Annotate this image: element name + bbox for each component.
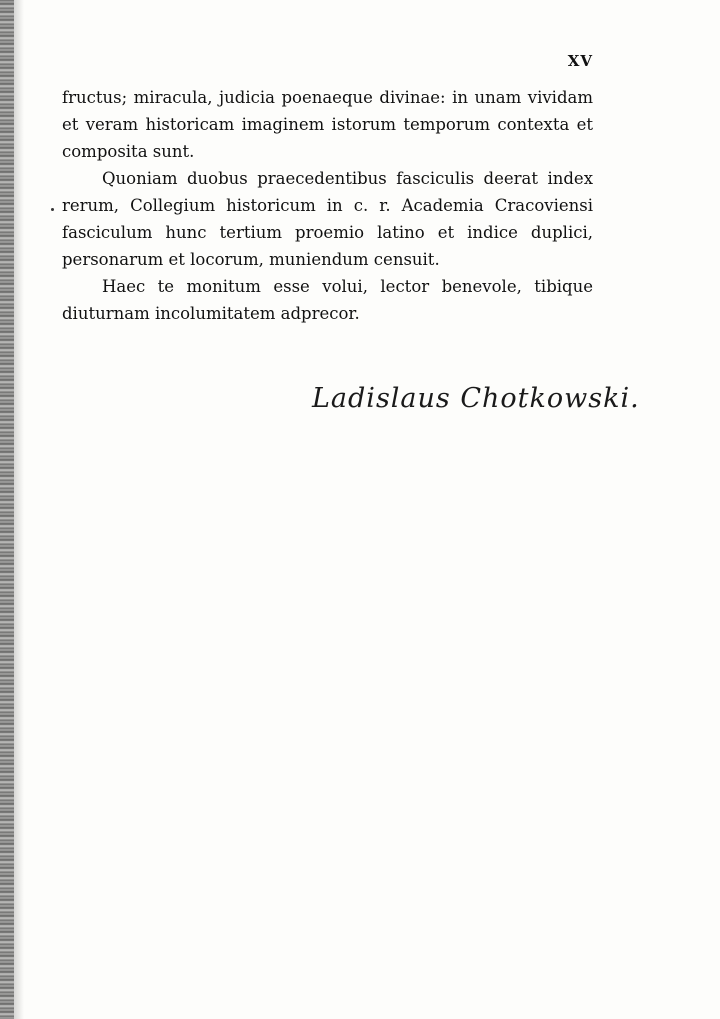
- paragraph-1: fructus; miracula, judicia poenaeque divinae: in unam vividam et veram historicam imaginem istorum temporum contexta et composita sunt.: [62, 88, 593, 161]
- paragraph-3: Haec te monitum esse volui, lector benevole, tibique diuturnam incolumitatem adprecor.: [62, 277, 593, 323]
- margin-mark: [51, 208, 54, 211]
- page-number: XV: [567, 52, 593, 70]
- binding-gutter: [0, 0, 14, 1019]
- body-text: [62, 84, 593, 327]
- gutter-shadow: [14, 0, 24, 1019]
- paragraph-2: Quoniam duobus praecedentibus fasciculis deerat index rerum, Collegium historicum in c. r. Academia Cracoviensi fasciculum hunc tertium proemio latino et indice duplici, personarum et locorum, muniendum censuit.: [62, 169, 593, 269]
- author-signature: Ladislaus Chotkowski.: [312, 383, 640, 414]
